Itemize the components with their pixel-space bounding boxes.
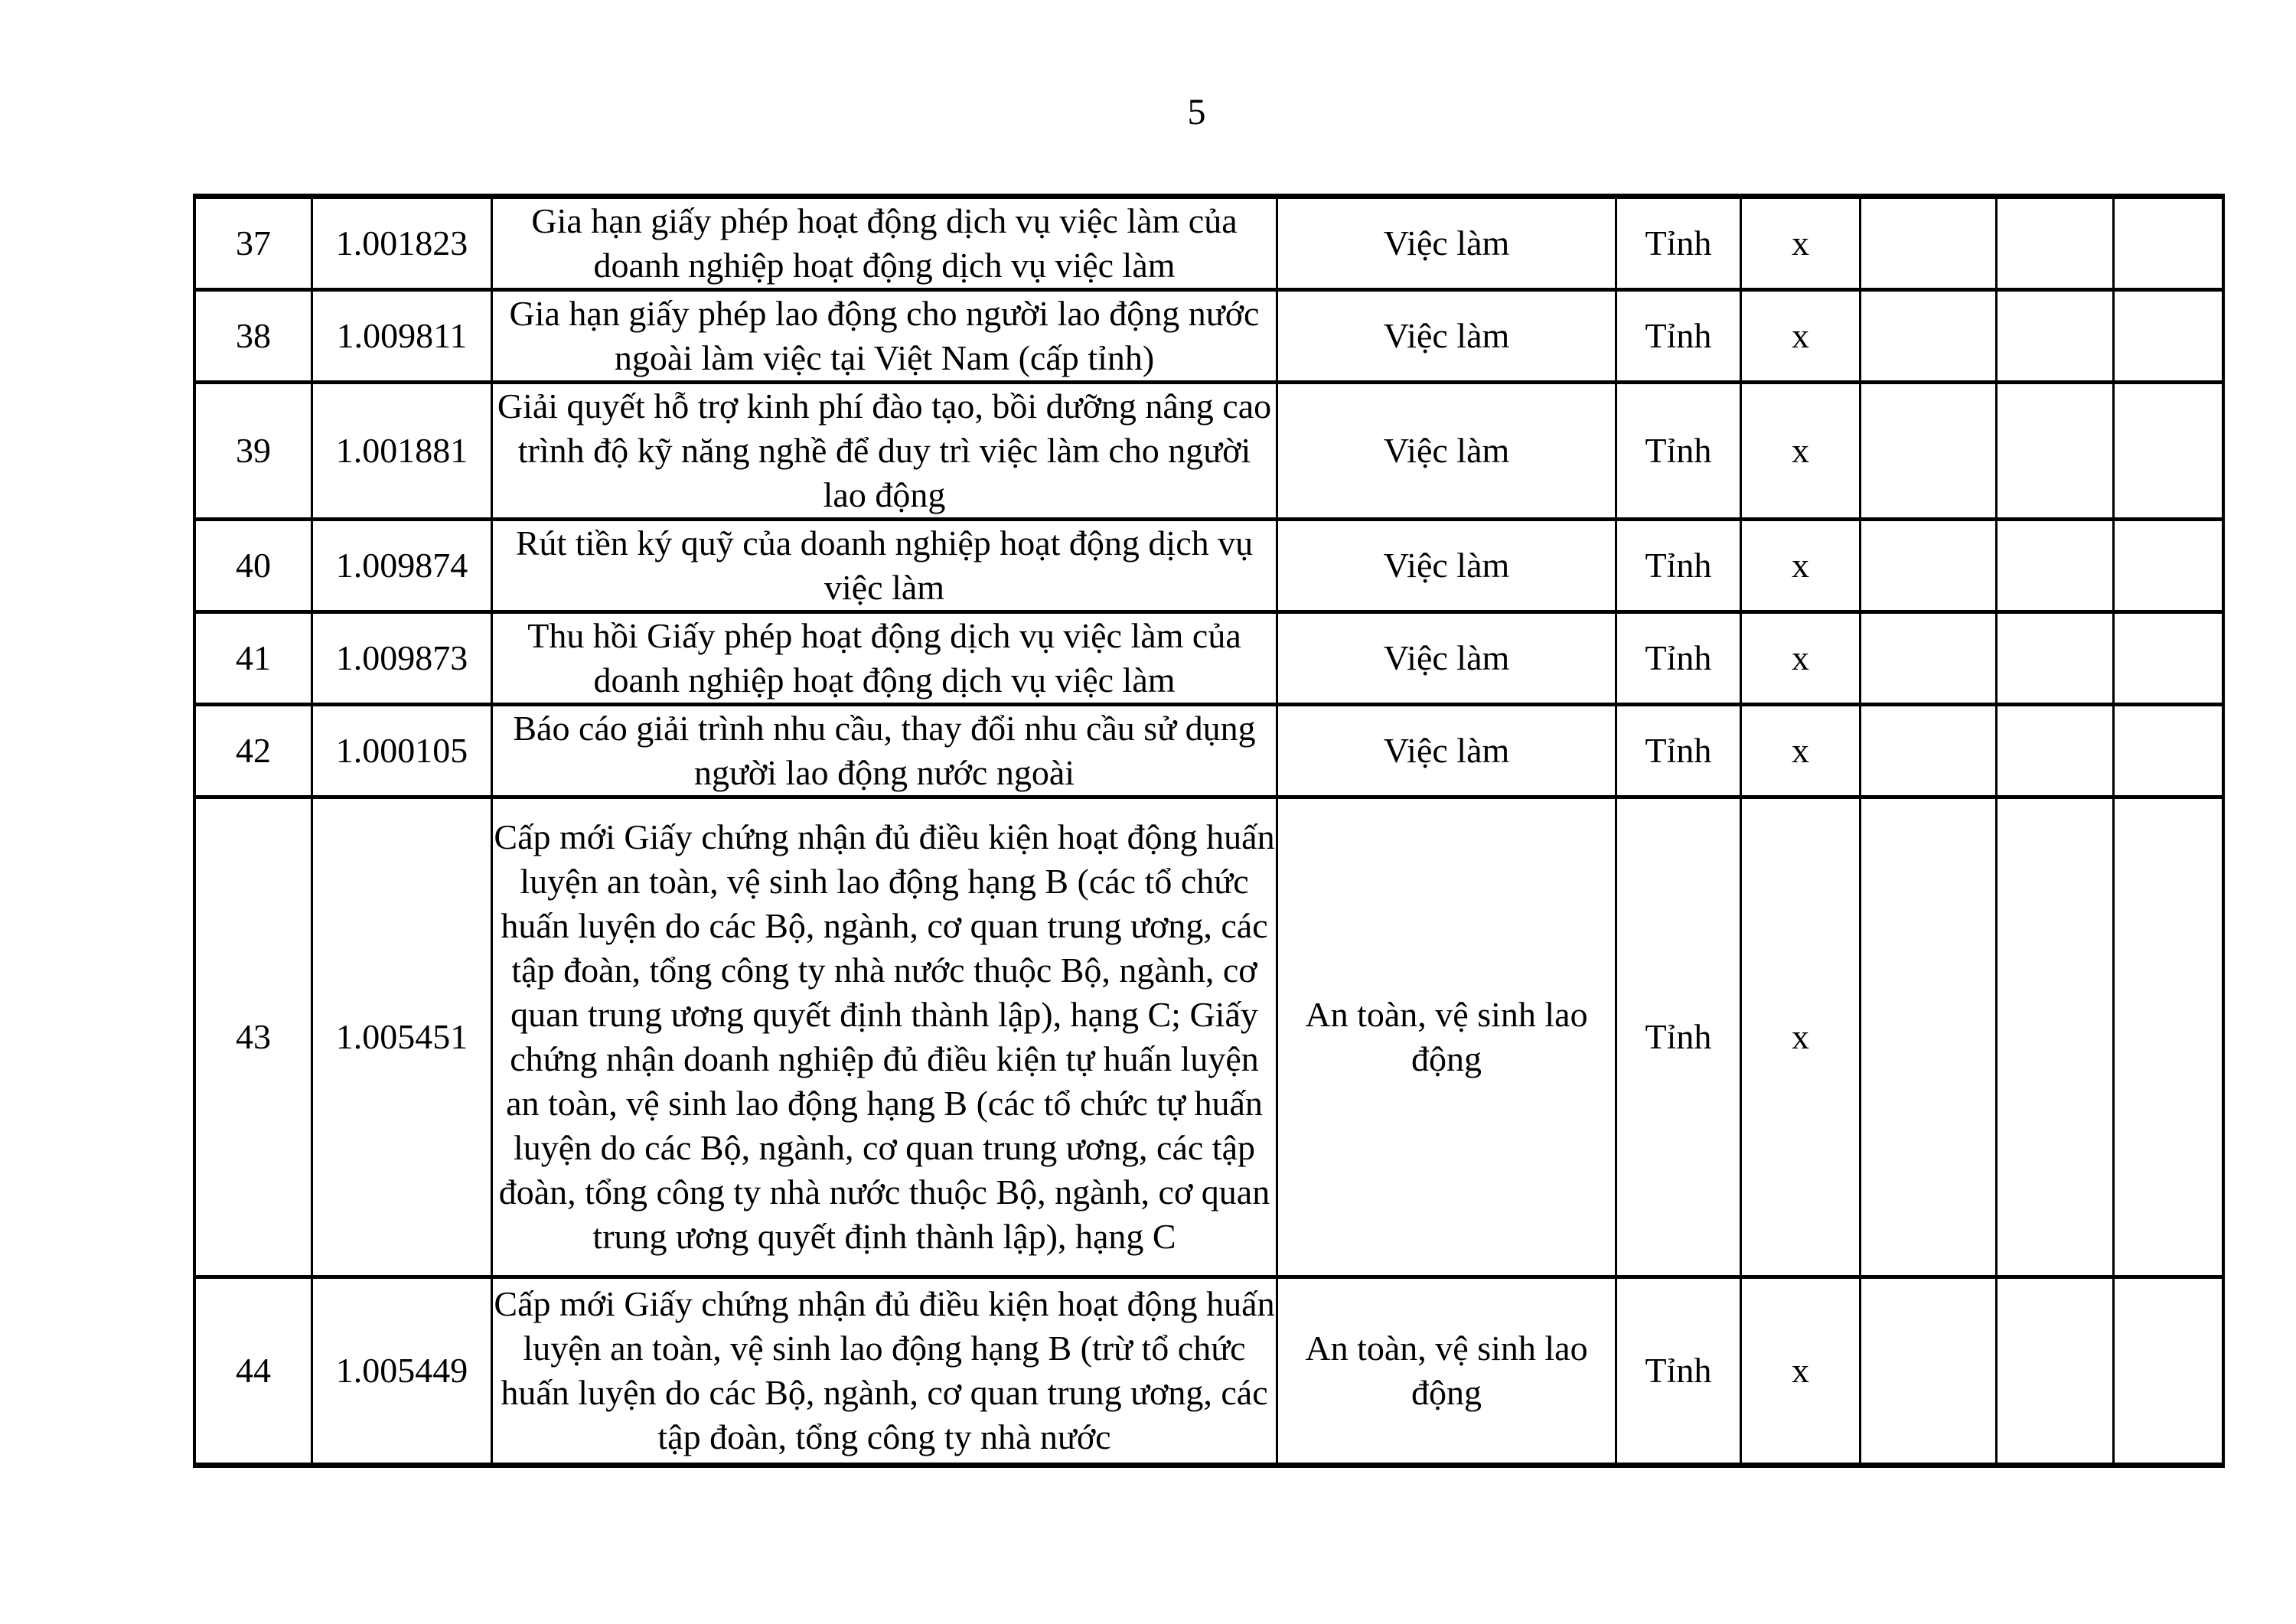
level-cell: Tỉnh — [1616, 705, 1741, 797]
procedure-name-cell: Rút tiền ký quỹ của doanh nghiệp hoạt động dịch vụ việc làm — [492, 520, 1277, 612]
page-number: 5 — [1187, 92, 1206, 132]
level-cell: Tỉnh — [1616, 290, 1741, 383]
procedure-name-cell: Cấp mới Giấy chứng nhận đủ điều kiện hoạt động huấn luyện an toàn, vệ sinh lao động hạng B (trừ tổ chức huấn luyện do các Bộ, ngành, cơ quan trung ương, các tập đoàn, tổng công ty nhà nước — [492, 1277, 1277, 1466]
mark-cell: x — [1741, 520, 1861, 612]
mark-cell: x — [1741, 1277, 1861, 1466]
mark-cell: x — [1741, 797, 1861, 1277]
empty-cell — [1861, 290, 1997, 383]
empty-cell — [1861, 383, 1997, 520]
level-cell: Tỉnh — [1616, 1277, 1741, 1466]
empty-cell — [1861, 1277, 1997, 1466]
empty-cell — [1861, 197, 1997, 290]
empty-cell — [1997, 705, 2114, 797]
table-row — [194, 383, 2223, 520]
stt-cell: 41 — [194, 612, 312, 705]
procedure-name-cell: Cấp mới Giấy chứng nhận đủ điều kiện hoạt động huấn luyện an toàn, vệ sinh lao động hạng B (các tổ chức huấn luyện do các Bộ, ngành, cơ quan trung ương, các tập đoàn, tổng công ty nhà nước thuộc Bộ, ngành, cơ quan trung ương quyết định thành lập), hạng C; Giấy chứng nhận doanh nghiệp đủ điều kiện tự huấn luyện an toàn, vệ sinh lao động hạng B (các tổ chức tự huấn luyện do các Bộ, ngành, cơ quan trung ương, các tập đoàn, tổng công ty nhà nước thuộc Bộ, ngành, cơ quan trung ương quyết định thành lập), hạng C — [492, 797, 1277, 1277]
level-cell: Tỉnh — [1616, 612, 1741, 705]
empty-cell — [1997, 383, 2114, 520]
stt-cell: 43 — [194, 797, 312, 1277]
code-cell: 1.009873 — [312, 612, 492, 705]
stt-cell: 39 — [194, 383, 312, 520]
empty-cell — [1997, 1277, 2114, 1466]
empty-cell — [2114, 612, 2224, 705]
mark-cell: x — [1741, 612, 1861, 705]
field-cell: Việc làm — [1277, 197, 1616, 290]
empty-cell — [1997, 612, 2114, 705]
empty-cell — [2114, 1277, 2224, 1466]
field-cell: Việc làm — [1277, 383, 1616, 520]
table-row — [194, 705, 2223, 797]
code-cell: 1.009874 — [312, 520, 492, 612]
stt-cell: 37 — [194, 197, 312, 290]
table-row — [194, 197, 2223, 290]
procedures-table — [193, 194, 2225, 1468]
field-cell: Việc làm — [1277, 612, 1616, 705]
stt-cell: 42 — [194, 705, 312, 797]
empty-cell — [1997, 520, 2114, 612]
level-cell: Tỉnh — [1616, 383, 1741, 520]
empty-cell — [2114, 520, 2224, 612]
empty-cell — [1997, 290, 2114, 383]
empty-cell — [2114, 705, 2224, 797]
code-cell: 1.009811 — [312, 290, 492, 383]
empty-cell — [2114, 797, 2224, 1277]
mark-cell: x — [1741, 383, 1861, 520]
empty-cell — [2114, 383, 2224, 520]
field-cell: An toàn, vệ sinh lao động — [1277, 797, 1616, 1277]
level-cell: Tỉnh — [1616, 797, 1741, 1277]
empty-cell — [2114, 290, 2224, 383]
empty-cell — [1861, 612, 1997, 705]
empty-cell — [1861, 797, 1997, 1277]
field-cell: Việc làm — [1277, 705, 1616, 797]
stt-cell: 44 — [194, 1277, 312, 1466]
procedure-name-cell: Gia hạn giấy phép hoạt động dịch vụ việc làm của doanh nghiệp hoạt động dịch vụ việc làm — [492, 197, 1277, 290]
empty-cell — [1997, 797, 2114, 1277]
table-row — [194, 797, 2223, 1277]
code-cell: 1.001881 — [312, 383, 492, 520]
field-cell: Việc làm — [1277, 290, 1616, 383]
level-cell: Tỉnh — [1616, 197, 1741, 290]
table-row — [194, 290, 2223, 383]
mark-cell: x — [1741, 197, 1861, 290]
empty-cell — [1861, 705, 1997, 797]
empty-cell — [1997, 197, 2114, 290]
mark-cell: x — [1741, 705, 1861, 797]
field-cell: An toàn, vệ sinh lao động — [1277, 1277, 1616, 1466]
code-cell: 1.005449 — [312, 1277, 492, 1466]
empty-cell — [2114, 197, 2224, 290]
table-row — [194, 520, 2223, 612]
procedure-name-cell: Gia hạn giấy phép lao động cho người lao động nước ngoài làm việc tại Việt Nam (cấp tỉnh) — [492, 290, 1277, 383]
code-cell: 1.000105 — [312, 705, 492, 797]
stt-cell: 38 — [194, 290, 312, 383]
stt-cell: 40 — [194, 520, 312, 612]
field-cell: Việc làm — [1277, 520, 1616, 612]
procedure-name-cell: Giải quyết hỗ trợ kinh phí đào tạo, bồi dưỡng nâng cao trình độ kỹ năng nghề để duy trì việc làm cho người lao động — [492, 383, 1277, 520]
mark-cell: x — [1741, 290, 1861, 383]
table-row — [194, 612, 2223, 705]
empty-cell — [1861, 520, 1997, 612]
code-cell: 1.005451 — [312, 797, 492, 1277]
procedure-name-cell: Thu hồi Giấy phép hoạt động dịch vụ việc làm của doanh nghiệp hoạt động dịch vụ việc làm — [492, 612, 1277, 705]
level-cell: Tỉnh — [1616, 520, 1741, 612]
code-cell: 1.001823 — [312, 197, 492, 290]
table-row — [194, 1277, 2223, 1466]
procedure-name-cell: Báo cáo giải trình nhu cầu, thay đổi nhu cầu sử dụng người lao động nước ngoài — [492, 705, 1277, 797]
